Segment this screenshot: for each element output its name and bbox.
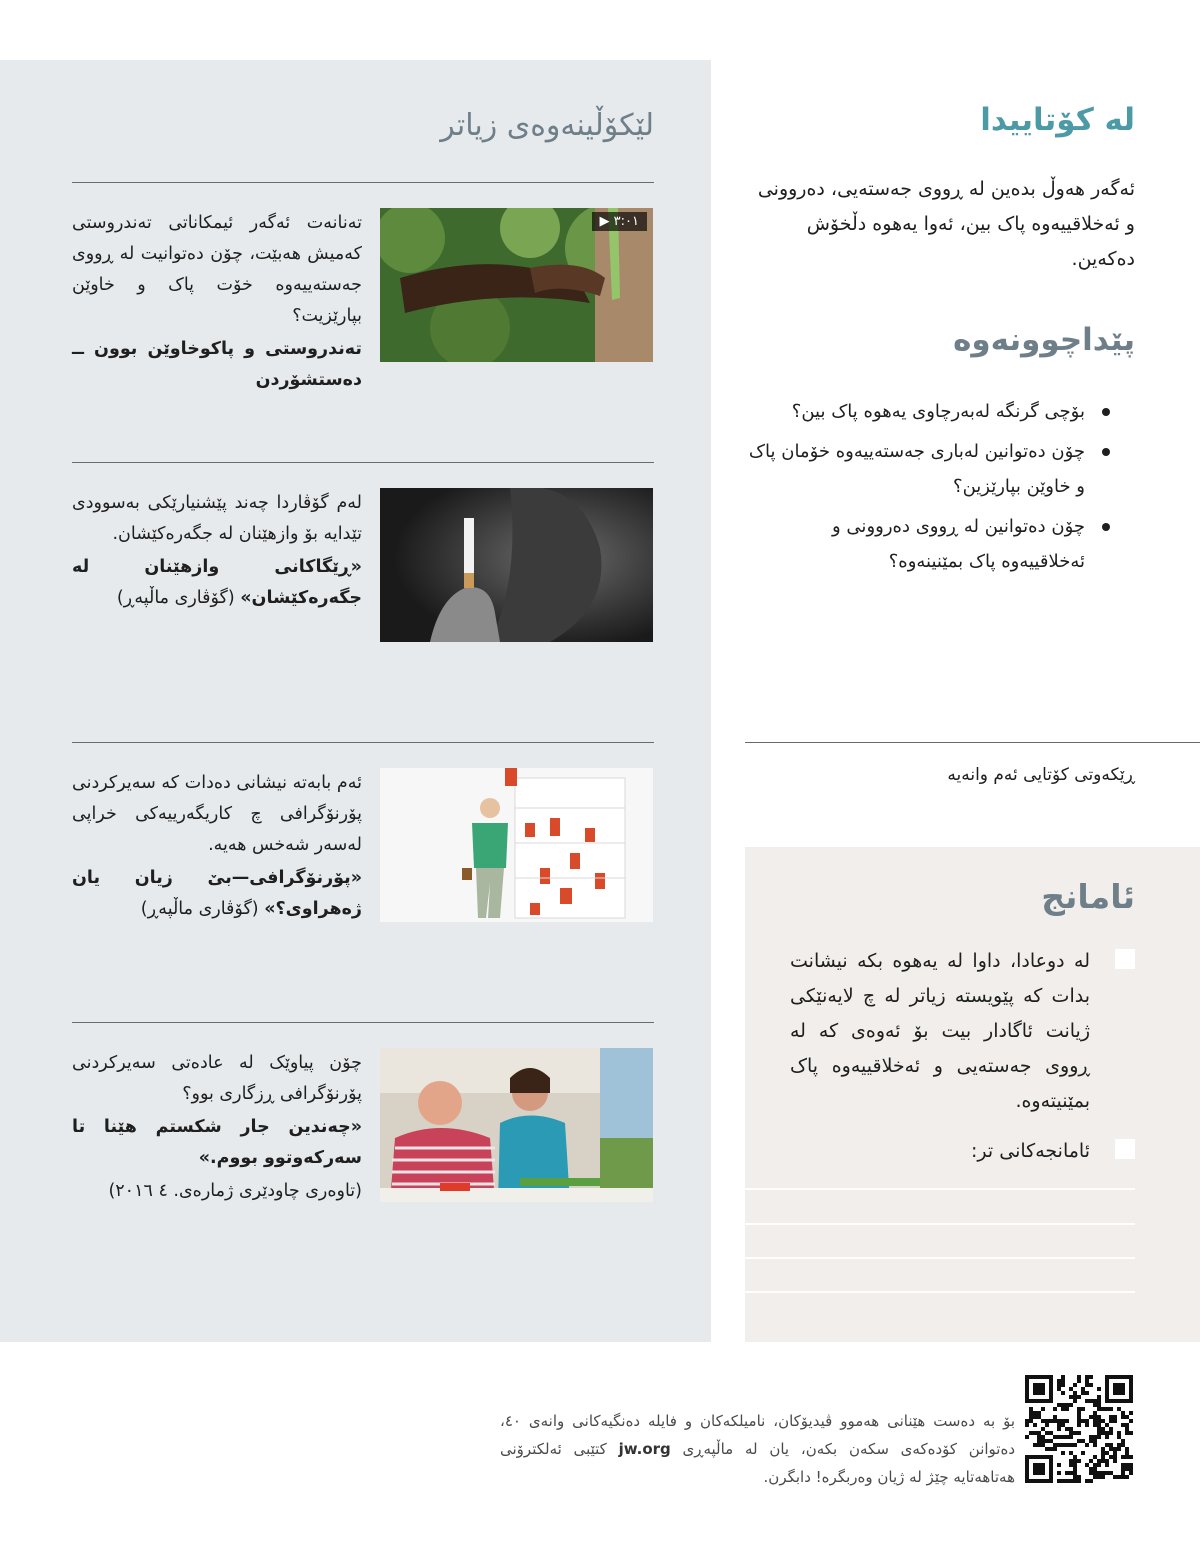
summary-text: ئەگەر هەوڵ بدەین لە ڕووی جەستەیی، دەروونی و ئەخلاقییەوە پاک بین، ئەوا یەهوە دڵخۆش دەکەین.	[757, 178, 1135, 270]
goal-writing-line[interactable]	[745, 1188, 1135, 1190]
review-title: پێداچوونەوە	[953, 322, 1135, 358]
study-item-source-link[interactable]: تەندروستی و پاکوخاوێن بوون ــ دەستشۆردن	[72, 339, 362, 390]
study-item-description: لەم گۆڤاردا چەند پێشنیارێکی بەسوودی تێدایە بۆ وازهێنان لە جگەرەکێشان.	[72, 493, 362, 544]
goal-checkbox[interactable]	[1115, 1139, 1135, 1159]
study-item-text	[72, 1048, 362, 1209]
goal-item	[790, 1134, 1135, 1169]
goal-text: لە دوعادا، داوا لە یەهوە بکە نیشانت بدات کە پێویستە زیاتر لە چ لایەنێکی ژیانت ئاگادار بیت بۆ ئەوەی کە لە ڕووی جەستەیی و ئەخلاقییەوە پاک بمێنیتەوە.	[790, 950, 1090, 1112]
study-item-source-note: (تاوەری چاودێری ژمارەی. ٤ ٢٠١٦)	[108, 1181, 362, 1201]
study-item-source-link[interactable]: «چەندین جار شکستم هێنا تا سەرکەوتوو بووم.»	[72, 1117, 362, 1168]
goal-checkbox[interactable]	[1115, 949, 1135, 969]
article-thumbnail[interactable]	[380, 1048, 653, 1202]
review-question: چۆن دەتوانین لەباری جەستەییەوە خۆمان پاک و خاوێن بپارێزین؟	[745, 434, 1135, 504]
article-thumbnail[interactable]	[380, 488, 653, 642]
study-item-handwashing[interactable]	[72, 208, 654, 448]
summary-title: لە کۆتاییدا	[980, 102, 1135, 138]
study-item-source-link[interactable]: «پۆرنۆگرافی—بێ زیان یان ژەهراوی؟»	[72, 868, 362, 919]
divider	[72, 742, 654, 743]
qr-code-icon[interactable]	[1025, 1375, 1133, 1483]
goal-title: ئامانج	[1041, 877, 1135, 916]
study-item-source-note: (گۆڤاری ماڵپەڕ)	[116, 588, 235, 608]
study-item-pornography[interactable]	[72, 768, 654, 1008]
goal-item	[790, 944, 1135, 1119]
article-thumbnail[interactable]	[380, 768, 653, 922]
study-item-source-note: (گۆڤاری ماڵپەڕ)	[140, 899, 259, 919]
video-thumbnail[interactable]	[380, 208, 653, 362]
study-item-description: ئەم بابەتە نیشانی دەدات کە سەیرکردنی پۆرنۆگرافی چ کاریگەرییەکی خراپی لەسەر شەخس هەیە.	[72, 773, 362, 855]
study-item-description: چۆن پیاوێک لە عادەتی سەیرکردنی پۆرنۆگرافی ڕزگاری بوو؟	[72, 1053, 362, 1104]
footer-note: بۆ بە دەست هێنانی هەموو ڤیدیۆکان، نامیلکەکان و فایلە دەنگیەکانی وانەی ٤٠، دەتوانن کۆدەکەی سکەن بکەن، یان لە ماڵپەڕی jw.org کتێبی ئەلکترۆنی هەتاهەتایە چێژ لە ژیان وەربگرە! دابگرن.	[500, 1412, 1016, 1486]
goal-writing-line[interactable]	[745, 1223, 1135, 1225]
study-item-testimony[interactable]	[72, 1048, 654, 1288]
goal-writing-line[interactable]	[745, 1291, 1135, 1293]
review-question: بۆچی گرنگە لەبەرچاوی یەهوە پاک بین؟	[745, 394, 1135, 429]
study-item-source-link[interactable]: «ڕێگاکانی وازهێنان لە جگەرەکێشان»	[72, 557, 362, 608]
site-link[interactable]: jw.org	[618, 1440, 671, 1458]
study-item-text	[72, 488, 362, 616]
study-item-description: تەنانەت ئەگەر ئیمکاناتی تەندروستی کەمیش هەبێت، چۆن دەتوانیت لە ڕووی جەستەییەوە خۆت پاک و خاوێن بپارێزیت؟	[72, 213, 362, 326]
study-item-text	[72, 208, 362, 398]
review-list	[745, 394, 1135, 584]
goal-writing-line[interactable]	[745, 1257, 1135, 1259]
study-item-smoking[interactable]	[72, 488, 654, 728]
divider	[72, 182, 654, 183]
divider	[745, 742, 1200, 743]
divider	[72, 462, 654, 463]
divider	[72, 1022, 654, 1023]
goal-text: ئامانجەکانی تر:	[971, 1140, 1090, 1162]
last-step-date-label: ڕێکەوتی کۆتایی ئەم وانەیە	[947, 765, 1135, 785]
goal-panel	[745, 847, 1200, 1342]
review-question: چۆن دەتوانین لە ڕووی دەروونی و ئەخلاقییەوە پاک بمێنینەوە؟	[745, 509, 1135, 579]
more-study-title: لێکۆڵینەوەی زیاتر	[440, 108, 654, 143]
study-item-text	[72, 768, 362, 927]
play-icon: ▶	[599, 214, 610, 229]
video-duration: ▶ ٣:٠١	[592, 212, 647, 231]
